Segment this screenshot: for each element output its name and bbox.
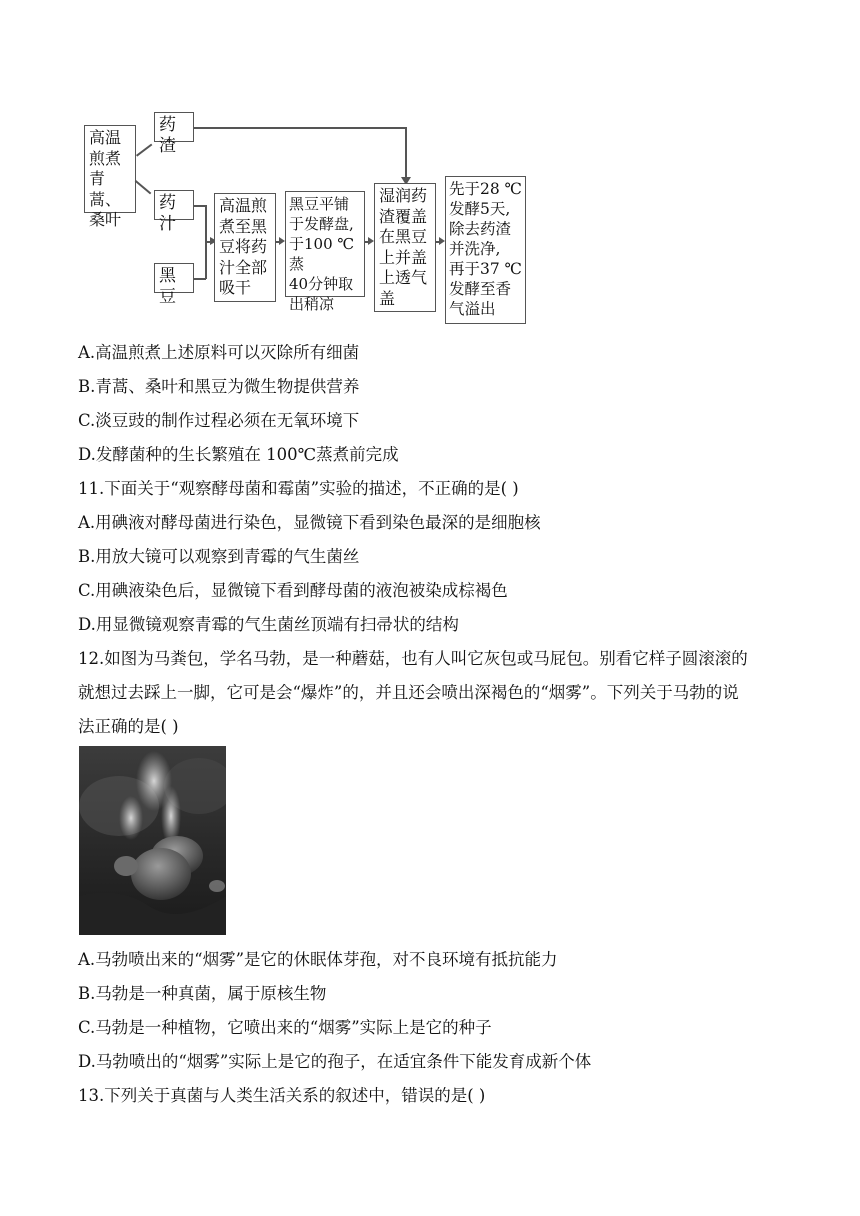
q12-option-d: D.马勃喷出的“烟雾”实际上是它的孢子，在适宜条件下能发育成新个体 bbox=[78, 1052, 592, 1071]
flow-box-step2: 黑豆平铺 于发酵盘, 于100 ℃蒸 40分钟取 出稍凉 bbox=[285, 191, 365, 297]
q11-option-a: A.用碘液对酵母菌进行染色，显微镜下看到染色最深的是细胞核 bbox=[78, 513, 541, 532]
puffball-photo bbox=[79, 746, 226, 935]
q11-stem: 11.下面关于“观察酵母菌和霉菌”实验的描述，不正确的是( ) bbox=[78, 479, 519, 498]
flow-box-step4: 先于28 ℃ 发酵5天, 除去药渣 并洗净, 再于37 ℃ 发酵至香 气溢出 bbox=[445, 176, 526, 324]
q10-option-c: C.淡豆豉的制作过程必须在无氧环境下 bbox=[78, 411, 360, 430]
q13-stem: 13.下列关于真菌与人类生活关系的叙述中，错误的是( ) bbox=[78, 1086, 486, 1105]
flow-box-step1: 高温煎 煮至黑 豆将药 汁全部 吸干 bbox=[214, 193, 276, 302]
process-flowchart bbox=[80, 95, 530, 335]
flow-box-juice: 药汁 bbox=[154, 190, 194, 220]
q11-option-b: B.用放大镜可以观察到青霉的气生菌丝 bbox=[78, 547, 360, 566]
q10-option-b: B.青蒿、桑叶和黑豆为微生物提供营养 bbox=[78, 377, 360, 396]
q12-stem-line-2: 就想过去踩上一脚，它可是会“爆炸”的，并且还会喷出深褐色的“烟雾”。下列关于马勃的说 bbox=[78, 683, 739, 702]
flow-box-dregs: 药渣 bbox=[154, 112, 194, 142]
q12-option-b: B.马勃是一种真菌，属于原核生物 bbox=[78, 984, 327, 1003]
q11-option-c: C.用碘液染色后，显微镜下看到酵母菌的液泡被染成棕褐色 bbox=[78, 581, 508, 600]
flow-box-start: 高温 煎煮 青蒿、 桑叶 bbox=[84, 125, 136, 213]
q10-option-a: A.高温煎煮上述原料可以灭除所有细菌 bbox=[78, 343, 360, 362]
q11-option-d: D.用显微镜观察青霉的气生菌丝顶端有扫帚状的结构 bbox=[78, 615, 459, 634]
q12-stem-line-1: 12.如图为马粪包，学名马勃，是一种蘑菇，也有人叫它灰包或马屁包。别看它样子圆滚滚的 bbox=[78, 649, 748, 668]
q12-option-c: C.马勃是一种植物，它喷出来的“烟雾”实际上是它的种子 bbox=[78, 1018, 492, 1037]
q12-stem-line-3: 法正确的是( ) bbox=[78, 717, 179, 736]
q12-option-a: A.马勃喷出来的“烟雾”是它的休眠体芽孢，对不良环境有抵抗能力 bbox=[78, 950, 558, 969]
flow-box-soy: 黑豆 bbox=[154, 263, 194, 293]
flow-box-step3: 湿润药 渣覆盖 在黑豆 上并盖 上透气 盖 bbox=[374, 183, 436, 312]
q10-option-d: D.发酵菌种的生长繁殖在 100℃蒸煮前完成 bbox=[78, 445, 399, 464]
